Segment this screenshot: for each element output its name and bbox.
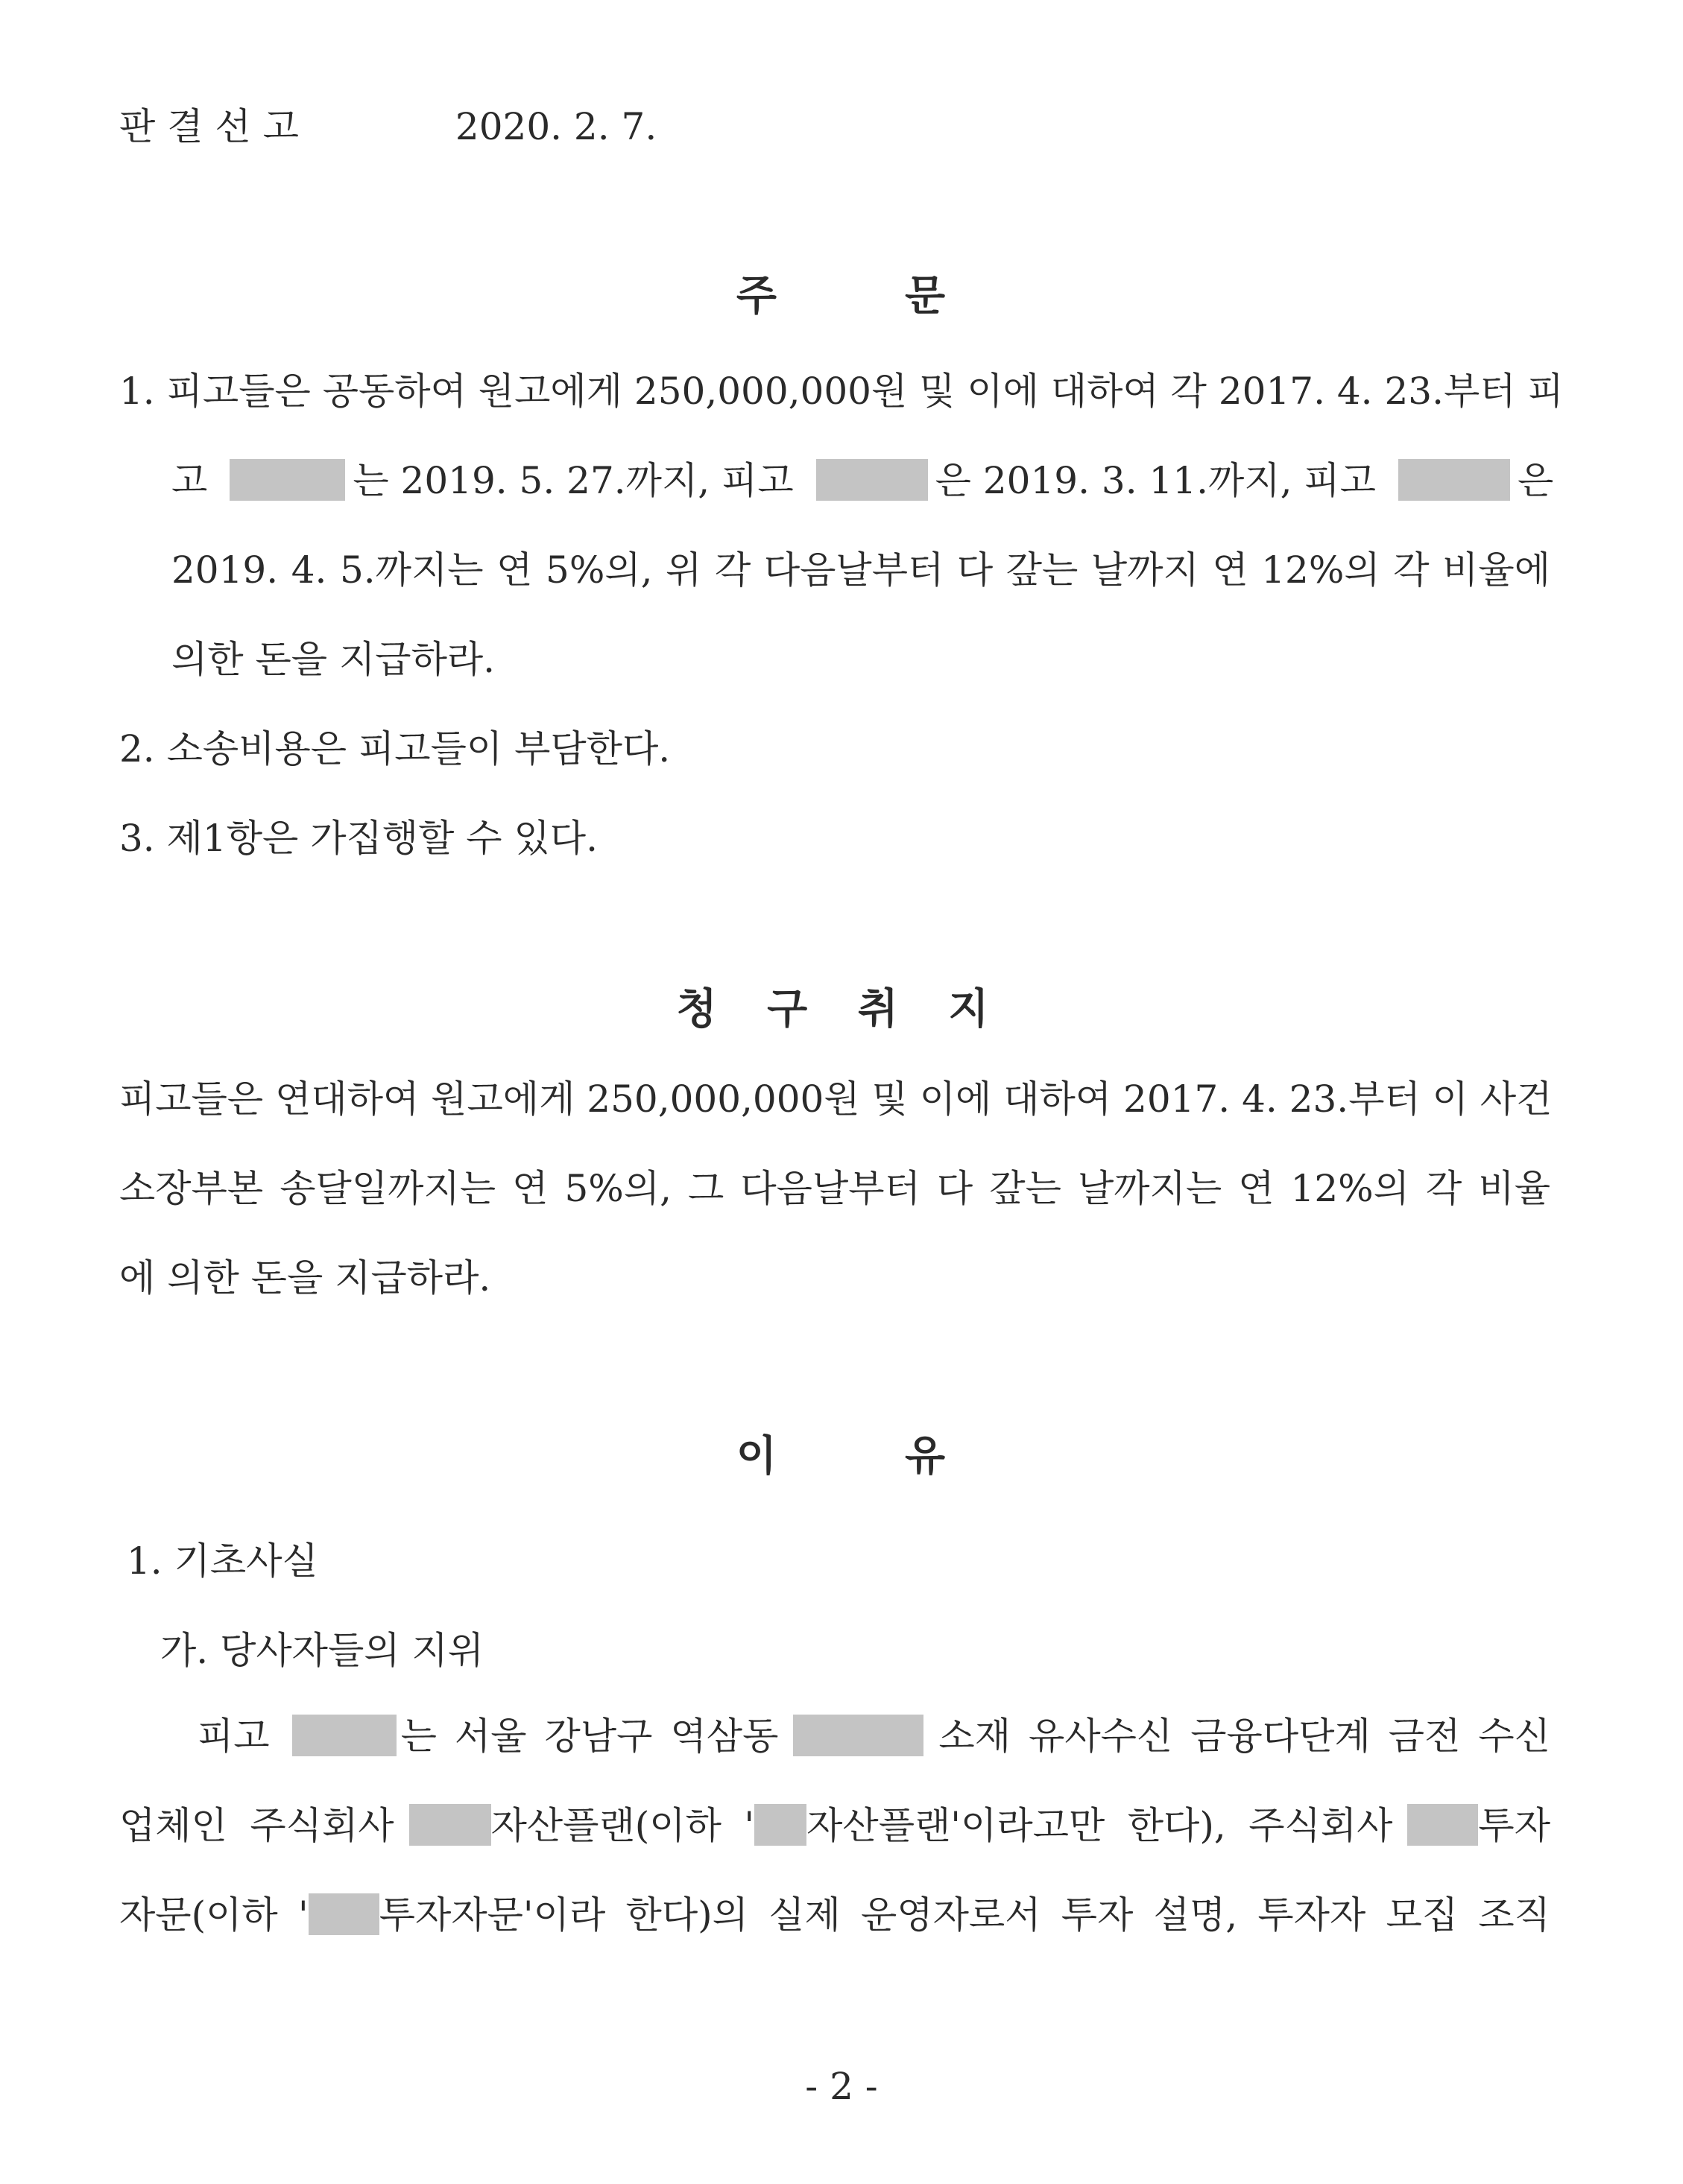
judgment-label: 판 결 선 고 bbox=[119, 105, 299, 148]
redacted-name bbox=[292, 1715, 397, 1756]
redacted-company bbox=[754, 1804, 806, 1846]
redacted-company bbox=[1407, 1804, 1478, 1846]
redacted-name bbox=[230, 459, 345, 501]
reason-heading: 이 유 bbox=[736, 1432, 947, 1481]
reason-para-line3: 자문(이하 ' 투자자문'이라 한다)의 실제 운영자로서 투자 설명, 투자자 모집 조직 bbox=[119, 1893, 1550, 1937]
redacted-name bbox=[816, 459, 928, 501]
order-item1-line4: 의한 돈을 지급하라. bbox=[171, 638, 496, 681]
redacted-company bbox=[409, 1804, 491, 1846]
claim-heading: 청 구 취 지 bbox=[676, 985, 1007, 1034]
order-heading: 주 문 bbox=[736, 272, 947, 320]
order-item1-line2: 고 는 2019. 5. 27.까지, 피고 은 2019. 3. 11.까지, 피고 은 bbox=[171, 459, 1554, 502]
redacted-name bbox=[1398, 459, 1510, 501]
order-item3: 3. 제1항은 가집행할 수 있다. bbox=[119, 817, 598, 860]
order-item1-line1: 1. 피고들은 공동하여 원고에게 250,000,000원 및 이에 대하여 각 2017. 4. 23.부터 피 bbox=[119, 370, 1564, 413]
reason-para-line1: 피고 는 서울 강남구 역삼동 소재 유사수신 금융다단계 금전 수신 bbox=[198, 1715, 1550, 1758]
page-number: - 2 - bbox=[805, 2065, 878, 2108]
claim-line3: 에 의한 돈을 지급하라. bbox=[119, 1256, 491, 1300]
reason-para-line2: 업체인 주식회사 자산플랜(이하 ' 자산플랜'이라고만 한다), 주식회사 투자 bbox=[119, 1804, 1550, 1847]
claim-line2: 소장부본 송달일까지는 연 5%의, 그 다음날부터 다 갚는 날까지는 연 12%의 각 비율 bbox=[119, 1167, 1550, 1210]
redacted-company bbox=[309, 1893, 379, 1935]
redacted-address bbox=[793, 1715, 923, 1756]
claim-line1: 피고들은 연대하여 원고에게 250,000,000원 및 이에 대하여 2017. 4. 23.부터 이 사건 bbox=[119, 1077, 1553, 1121]
order-item1-line3: 2019. 4. 5.까지는 연 5%의, 위 각 다음날부터 다 갚는 날까지 연 12%의 각 비율에 bbox=[171, 548, 1550, 592]
subsection-parties-status: 가. 당사자들의 지위 bbox=[160, 1629, 484, 1672]
order-item2: 2. 소송비용은 피고들이 부담한다. bbox=[119, 727, 671, 770]
judgment-date-line bbox=[119, 101, 1550, 153]
section-basic-facts: 1. 기초사실 bbox=[127, 1539, 318, 1583]
judgment-date: 2020. 2. 7. bbox=[455, 105, 657, 148]
